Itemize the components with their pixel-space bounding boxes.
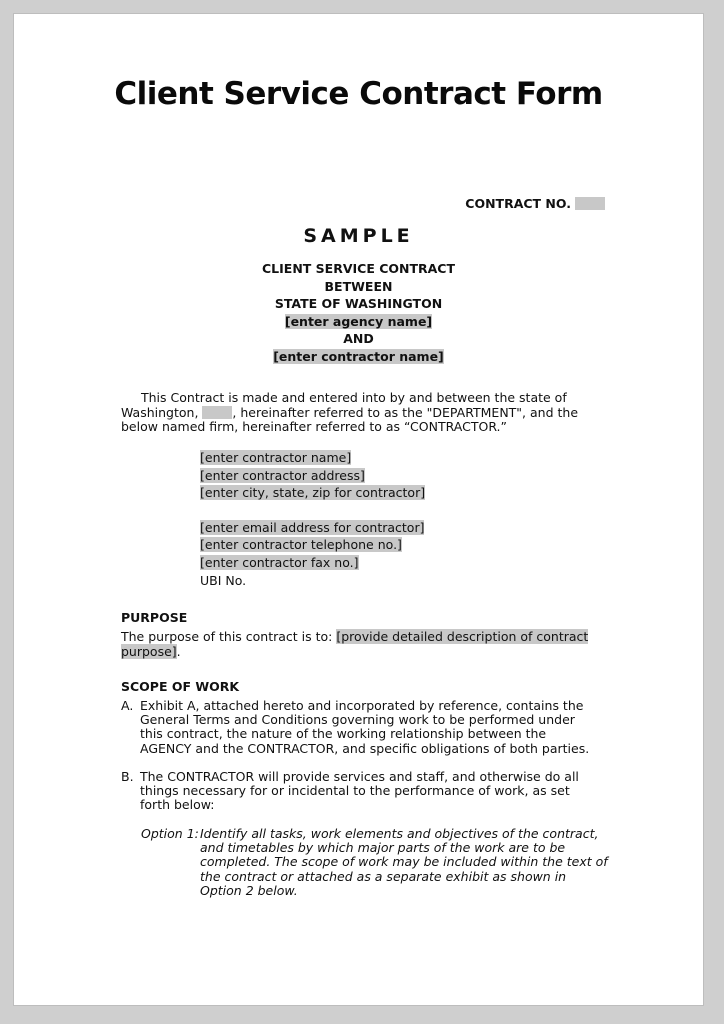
scope-item-text: Exhibit A, attached hereto and incorporated by reference, contains the General Terms and Conditions governing work to be performed under this contract, the nature of the working relationship between the AGENCY and the CONTRACTOR, and specific obligations of both parties. [140, 698, 590, 756]
intro-paragraph: This Contract is made and entered into by and between the state of Washington, , hereinafter referred to as the "DEPARTMENT", and the below named firm, hereinafter referred to as “CONTRACTOR.” [121, 390, 579, 434]
purpose-paragraph: The purpose of this contract is to: [provide detailed description of contract purpose]. [121, 629, 589, 659]
agency-blank[interactable] [202, 406, 232, 419]
header-line: AND [343, 331, 374, 346]
contractor-name-field[interactable]: [enter contractor name] [273, 348, 444, 364]
purpose-heading: PURPOSE [121, 610, 188, 625]
page-title: Client Service Contract Form [114, 76, 603, 112]
contract-number-label: CONTRACT NO. [465, 196, 571, 211]
contractor-fax-input[interactable]: [enter contractor fax no.] [200, 554, 359, 570]
contractor-name-input[interactable]: [enter contractor name] [200, 450, 352, 465]
purpose-description-field[interactable]: [provide detailed description of contract purpose] [121, 629, 589, 659]
document-page [13, 13, 704, 1006]
sample-label: SAMPLE [303, 225, 414, 247]
contractor-telephone-input[interactable]: [enter contractor telephone no.] [200, 537, 402, 553]
header-line: BETWEEN [324, 278, 393, 294]
contract-number [465, 196, 605, 211]
scope-item-a [121, 699, 601, 756]
ubi-label: UBI No. [200, 572, 247, 588]
list-marker: B. [121, 769, 134, 784]
header-line: CLIENT SERVICE CONTRACT [261, 261, 455, 276]
contractor-info [200, 449, 425, 589]
scope-heading: SCOPE OF WORK [121, 679, 240, 694]
contractor-address-input[interactable]: [enter contractor address] [200, 467, 365, 483]
list-marker: A. [121, 698, 134, 713]
option-text: Identify all tasks, work elements and objectives of the contract, and timetables by which major parts of the work are to be completed. The scope of work may be included within the text of the contract or attached as a separate exhibit as shown in Option 2 below. [200, 826, 608, 898]
contract-number-blank[interactable] [575, 197, 605, 210]
contractor-city-input[interactable]: [enter city, state, zip for contractor] [200, 485, 426, 501]
agency-name-field[interactable]: [enter agency name] [284, 313, 433, 329]
option-label: Option 1: [141, 826, 199, 841]
scope-item-b [121, 770, 601, 813]
header-line: STATE OF WASHINGTON [274, 296, 443, 311]
contract-header [14, 260, 703, 365]
contractor-email-input[interactable]: [enter email address for contractor] [200, 519, 425, 535]
option-1 [141, 827, 611, 898]
scope-item-text: The CONTRACTOR will provide services and staff, and otherwise do all things necessary for or incidental to the performance of work, as set forth below: [140, 769, 579, 813]
